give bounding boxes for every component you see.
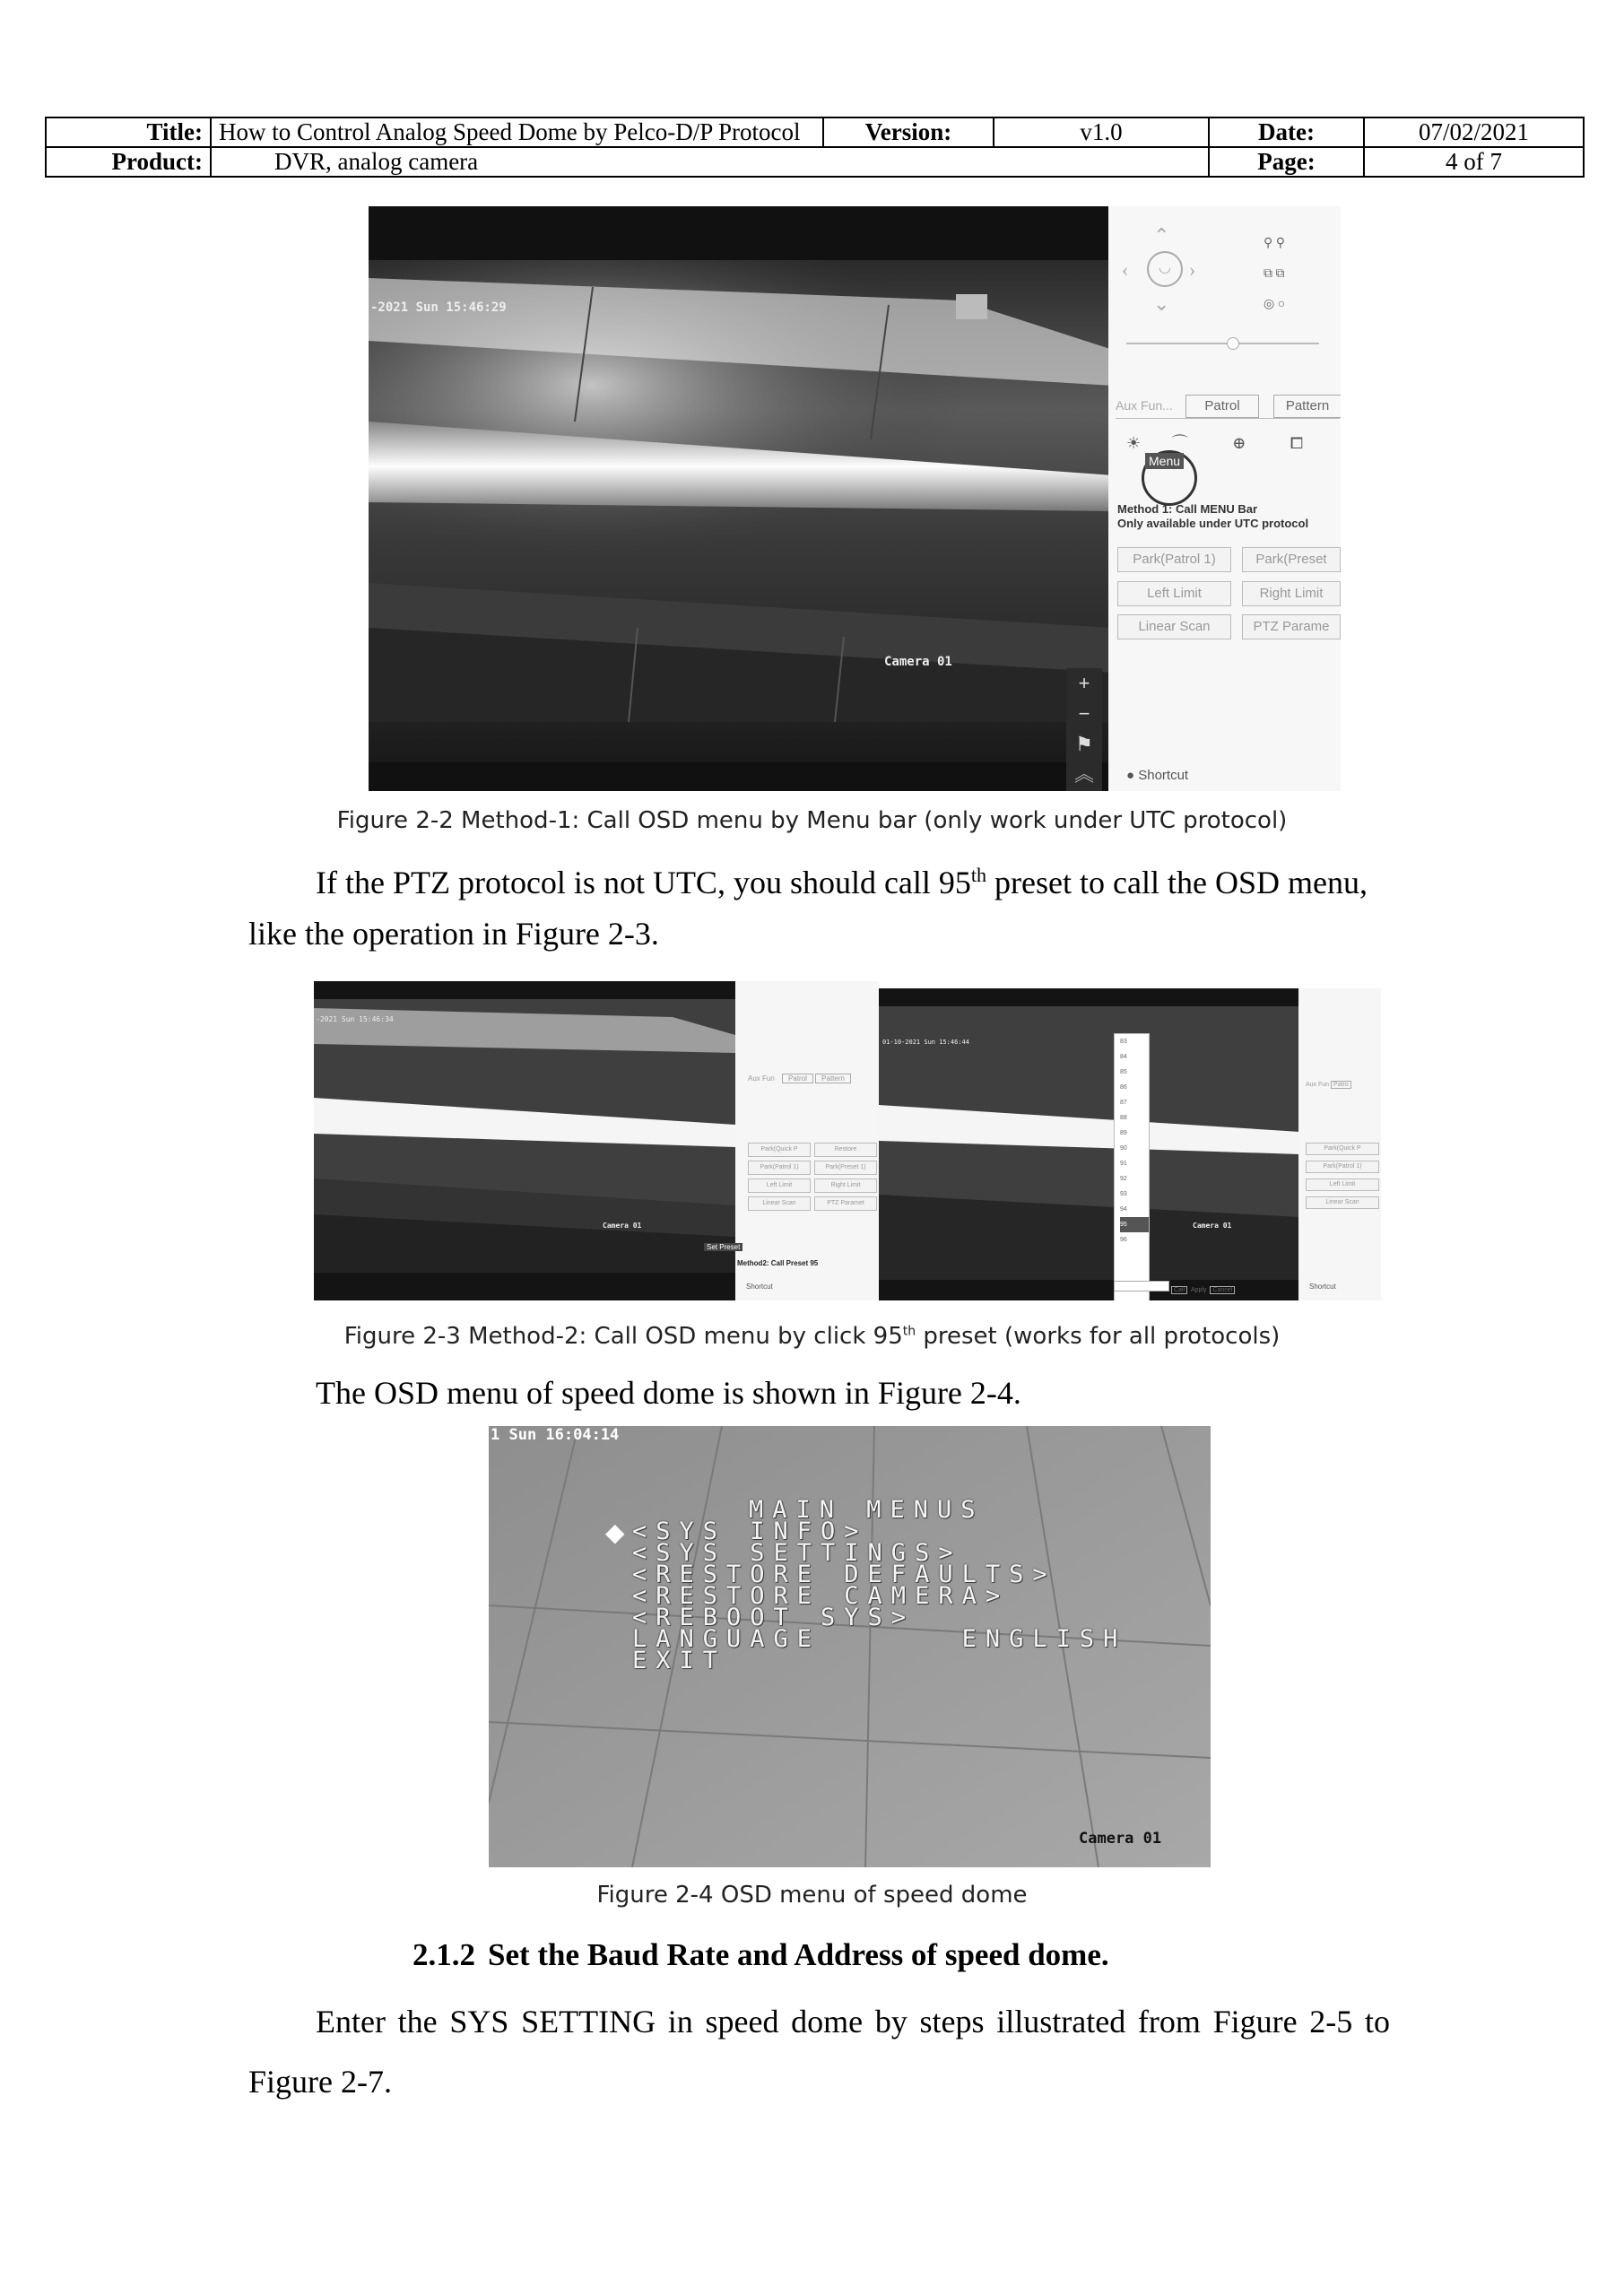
paragraph-osd-menu: The OSD menu of speed dome is shown in Figure 2-4.: [316, 1375, 1021, 1411]
preset-list-item[interactable]: 93: [1120, 1191, 1127, 1197]
flag-icon[interactable]: ⚑: [1075, 733, 1093, 755]
page-label: Page:: [1209, 147, 1364, 177]
tab-pattern[interactable]: Pattern: [1273, 395, 1341, 418]
section-number: 2.1.2: [413, 1937, 475, 1972]
preset-list-buttons: [1114, 1281, 1235, 1293]
focus-icon[interactable]: ⧉ ⧉: [1264, 267, 1285, 281]
right-timestamp: 01-10-2021 Sun 15:46:44: [882, 1039, 969, 1046]
date-value: 07/02/2021: [1364, 117, 1584, 147]
osd-item-exit[interactable]: EXIT: [632, 1647, 727, 1674]
figure-2-3-caption: [0, 1323, 1624, 1350]
osd-item-restore-defaults[interactable]: <RESTORE DEFAULTS>: [632, 1561, 1056, 1588]
annotation-line-1: Method 1: Call MENU Bar: [1117, 502, 1258, 516]
preset-list-item[interactable]: 95: [1120, 1217, 1149, 1232]
title-label: Title:: [46, 117, 211, 147]
annotation-line-2: Only available under UTC protocol: [1117, 517, 1309, 530]
left-park-preset-button[interactable]: Park(Preset 1): [814, 1161, 877, 1175]
preset-list-item[interactable]: 85: [1120, 1069, 1127, 1075]
left-tab-aux[interactable]: Aux Fun: [748, 1074, 775, 1083]
camera-settings-icon[interactable]: ⧠: [1290, 434, 1304, 452]
caption-superscript: th: [902, 1324, 916, 1339]
light-icon[interactable]: ☀: [1126, 434, 1142, 452]
left-camera-screenshot: [314, 981, 879, 1300]
preset-list-item[interactable]: 96: [1120, 1237, 1127, 1243]
figure-2-4-caption: Figure 2-4 OSD menu of speed dome: [596, 1882, 1028, 1909]
help-icon: ●: [1126, 768, 1135, 783]
right-left-limit-button[interactable]: Left Limit: [1306, 1178, 1379, 1191]
date-label: Date:: [1209, 117, 1364, 147]
paragraph-sys-setting-line-2: Figure 2-7.: [248, 2064, 392, 2100]
right-limit-button[interactable]: Right Limit: [1242, 581, 1341, 606]
left-park-quick-button[interactable]: Park(Quick P: [748, 1143, 811, 1157]
right-tab-patrol[interactable]: Patro: [1331, 1081, 1351, 1089]
preset-list-item[interactable]: 87: [1120, 1100, 1127, 1106]
product-value: DVR, analog camera: [211, 147, 1209, 177]
right-arrow-icon[interactable]: ›: [1189, 258, 1196, 281]
tab-aux-function[interactable]: Aux Fun...: [1116, 398, 1173, 413]
page-number: 4 of 7: [1364, 147, 1584, 177]
left-limit-button[interactable]: Left Limit: [1117, 581, 1231, 606]
right-tab-aux[interactable]: Aux Fun: [1306, 1082, 1330, 1088]
park-patrol-button[interactable]: Park(Patrol 1): [1117, 547, 1231, 572]
paragraph-ptz-not-utc: [316, 859, 1368, 899]
iris-icon[interactable]: ◎ ○: [1264, 298, 1286, 311]
osd-camera-label: Camera 01: [1079, 1830, 1162, 1848]
left-camera-image: [314, 981, 879, 1300]
left-park-patrol-button[interactable]: Park(Patrol 1): [748, 1161, 811, 1175]
right-tabs: [1306, 1082, 1351, 1088]
version-value: v1.0: [994, 117, 1209, 147]
document-header-table: [45, 117, 1585, 178]
ptz-zoom-focus-buttons[interactable]: [1264, 229, 1326, 320]
left-linear-scan-button[interactable]: Linear Scan: [748, 1196, 811, 1211]
figure-2-2-caption: Figure 2-2 Method-1: Call OSD menu by Menu bar (only work under UTC protocol): [336, 807, 1288, 834]
left-right-limit-button[interactable]: Right Limit: [814, 1178, 877, 1193]
osd-item-restore-camera[interactable]: <RESTORE CAMERA>: [632, 1582, 1010, 1610]
left-restore-button[interactable]: Restore: [814, 1143, 877, 1157]
camera-label: Camera 01: [884, 655, 952, 669]
figure-2-2-screenshot: [369, 206, 1341, 791]
method1-annotation: [1117, 502, 1308, 531]
preset-list-item[interactable]: 90: [1120, 1145, 1127, 1152]
paragraph-text-cont: preset to call the OSD menu,: [986, 865, 1368, 900]
right-park-quick-button[interactable]: Park(Quick P: [1306, 1143, 1379, 1155]
left-shortcut[interactable]: Shortcut: [746, 1283, 773, 1291]
ptz-direction-pad[interactable]: [1117, 224, 1207, 314]
osd-item-sys-info[interactable]: <SYS INFO>: [632, 1518, 868, 1545]
speed-slider[interactable]: [1126, 343, 1319, 344]
view-toolbar: [1066, 668, 1102, 791]
preset-number-input[interactable]: [1114, 1281, 1169, 1292]
product-label: Product:: [46, 147, 211, 177]
zoom-in-icon[interactable]: +: [1078, 672, 1090, 694]
preset-list-item[interactable]: 83: [1120, 1039, 1127, 1045]
set-preset-tooltip[interactable]: Set Preset: [704, 1243, 743, 1251]
ptz-tabs: [1116, 395, 1340, 419]
preset-list-item[interactable]: 86: [1120, 1084, 1127, 1091]
left-tabs: [748, 1074, 851, 1083]
title-value: How to Control Analog Speed Dome by Pelco-D/P Protocol: [211, 117, 823, 147]
preset-list-item[interactable]: 84: [1120, 1054, 1127, 1060]
left-tab-patrol[interactable]: Patrol: [782, 1074, 813, 1083]
shortcut-link[interactable]: [1126, 768, 1188, 783]
paragraph-text: If the PTZ protocol is not UTC, you should call 95: [316, 865, 971, 900]
figure-2-4-osd-screenshot: [489, 1426, 1211, 1867]
right-shortcut[interactable]: Shortcut: [1309, 1283, 1336, 1291]
left-left-limit-button[interactable]: Left Limit: [748, 1178, 811, 1193]
linear-scan-button[interactable]: Linear Scan: [1117, 614, 1231, 639]
down-arrow-icon[interactable]: ⌄: [1153, 292, 1170, 315]
ptz-center-icon[interactable]: ◡: [1147, 251, 1183, 287]
apply-button[interactable]: Apply: [1190, 1287, 1207, 1293]
up-arrow-icon[interactable]: ⌃: [1153, 224, 1170, 247]
preset-list-item[interactable]: 91: [1120, 1161, 1127, 1167]
preset-list-item[interactable]: 92: [1120, 1176, 1127, 1182]
left-ptz-parameters-button[interactable]: PTZ Paramet: [814, 1196, 877, 1211]
ptz-parameters-button[interactable]: PTZ Parame: [1242, 614, 1341, 639]
caption-text: Figure 2-3 Method-2: Call OSD menu by click 95: [343, 1323, 903, 1350]
slider-handle[interactable]: [1227, 337, 1239, 350]
camera-timestamp: -2021 Sun 15:46:29: [370, 300, 507, 315]
collapse-icon[interactable]: ︽: [1073, 763, 1094, 786]
method2-annotation: Method2: Call Preset 95: [737, 1259, 819, 1267]
section-heading: [413, 1937, 1122, 1973]
preset-list-item[interactable]: 88: [1120, 1115, 1127, 1121]
paragraph-line-2: like the operation in Figure 2-3.: [248, 916, 659, 952]
figure-2-3-screenshots: [314, 981, 1381, 1300]
tab-patrol[interactable]: Patrol: [1185, 395, 1259, 418]
osd-item-reboot-sys[interactable]: <REBOOT SYS>: [632, 1604, 916, 1631]
osd-item-language[interactable]: LANGUAGE ENGLISH: [632, 1625, 1127, 1653]
preset-list-item[interactable]: 89: [1120, 1130, 1127, 1136]
park-preset-button[interactable]: Park(Preset: [1242, 547, 1341, 572]
osd-menu-title: MAIN MENUS: [749, 1496, 985, 1524]
right-camera-screenshot: [879, 988, 1381, 1300]
zoom-out-icon[interactable]: −: [1078, 702, 1090, 725]
osd-timestamp: 1 Sun 16:04:14: [491, 1426, 620, 1444]
zoom-lens-icon[interactable]: ⊕: [1232, 434, 1246, 452]
wiper-icon[interactable]: ⌒: [1171, 434, 1188, 452]
call-button[interactable]: Call: [1171, 1286, 1187, 1294]
aux-icons-row: [1126, 430, 1333, 454]
osd-selection-cursor-icon: ◆: [605, 1519, 625, 1547]
right-linear-scan-button[interactable]: Linear Scan: [1306, 1196, 1379, 1209]
version-label: Version:: [823, 117, 994, 147]
superscript-th: th: [970, 864, 987, 886]
left-tab-pattern[interactable]: Pattern: [815, 1074, 851, 1083]
right-camera-label: Camera 01: [1193, 1222, 1232, 1230]
right-park-patrol-button[interactable]: Park(Patrol 1): [1306, 1161, 1379, 1173]
preset-list-item[interactable]: 94: [1120, 1206, 1127, 1213]
paragraph-sys-setting: Enter the SYS SETTING in speed dome by steps illustrated from Figure 2-5 to: [316, 2004, 1390, 2039]
menu-tooltip[interactable]: Menu: [1145, 453, 1184, 469]
left-camera-label: Camera 01: [603, 1222, 642, 1230]
left-arrow-icon[interactable]: ‹: [1122, 258, 1129, 281]
preset-list[interactable]: [1114, 1033, 1150, 1300]
zoom-icon[interactable]: ⚲ ⚲: [1264, 237, 1286, 250]
caption-text-cont: preset (works for all protocols): [916, 1323, 1281, 1350]
osd-item-sys-settings[interactable]: <SYS SETTINGS>: [632, 1539, 962, 1567]
shortcut-label: Shortcut: [1138, 768, 1189, 783]
cancel-button[interactable]: Cancel: [1210, 1286, 1235, 1294]
left-timestamp: -2021 Sun 15:46:34: [316, 1015, 394, 1023]
section-title: Set the Baud Rate and Address of speed dome.: [488, 1937, 1109, 1972]
